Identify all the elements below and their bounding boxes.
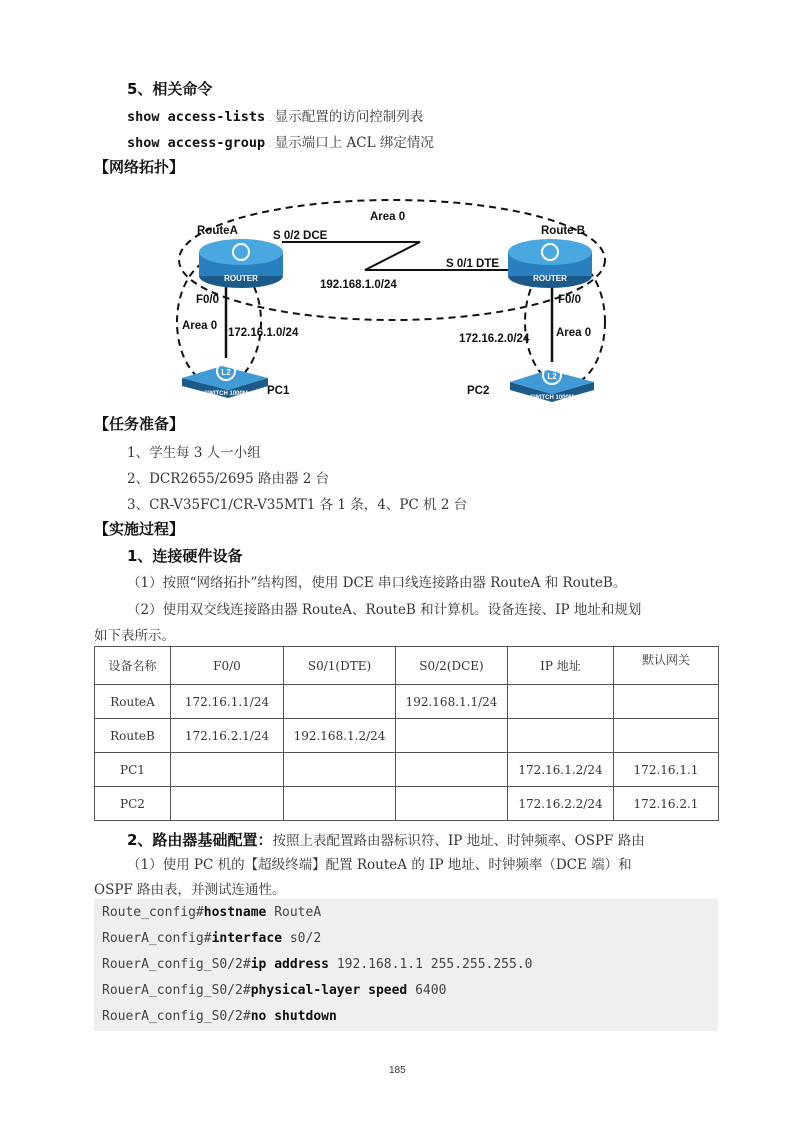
s01-label: S 0/1 DTE (446, 258, 500, 270)
router-a-name: RouteA (197, 225, 238, 237)
table-cell (284, 753, 396, 787)
topology-heading: 【网络拓扑】 (94, 158, 185, 176)
table-cell: 172.16.2.2/24 (508, 787, 614, 821)
network-mid-label: 192.168.1.0/24 (320, 279, 397, 291)
step2-line (127, 829, 645, 850)
pc1-label: PC1 (267, 385, 290, 397)
switch-a-icon (182, 362, 268, 398)
f00-a-label: F0/0 (196, 294, 220, 306)
table-cell: PC2 (95, 787, 171, 821)
code-line: Route_config#hostname RouteA (102, 905, 322, 920)
step2-title: 2、路由器基础配置： (127, 831, 273, 849)
command-show-access-lists: show access-lists (127, 109, 266, 125)
table-cell: 172.16.1.1 (614, 753, 719, 787)
switch-b-icon (510, 366, 594, 402)
command-show-access-group: show access-group (127, 135, 266, 151)
area-left-label: Area 0 (182, 320, 218, 332)
router-a-icon (199, 239, 283, 288)
table-cell: 172.16.1.1/24 (171, 685, 284, 719)
table-row (95, 753, 719, 787)
pc2-label: PC2 (467, 385, 490, 397)
table-header: 设备名称 (95, 647, 171, 685)
switch-a-l2: L2 (221, 368, 231, 377)
code-line: RouerA_config_S0/2#no shutdown (102, 1009, 337, 1024)
table-cell: 172.16.2.1 (614, 787, 719, 821)
table-cell: 172.16.2.1/24 (171, 719, 284, 753)
area-right-label: Area 0 (556, 327, 592, 339)
table-cell (508, 685, 614, 719)
switch-a-label: SWITCH 1000M (204, 391, 248, 397)
network-b-label: 172.16.2.0/24 (459, 333, 530, 345)
router-a-label: ROUTER (224, 274, 258, 283)
page-number: 185 (389, 1065, 406, 1076)
code-line: RouerA_config#interface s0/2 (102, 931, 322, 946)
switch-b-l2: L2 (547, 372, 557, 381)
f00-b-label: F0/0 (558, 294, 582, 306)
table-cell (396, 719, 508, 753)
table-header: IP 地址 (508, 647, 614, 685)
router-b-label: ROUTER (533, 274, 567, 283)
table-header: S0/2(DCE) (396, 647, 508, 685)
code-line: RouerA_config_S0/2#physical-layer speed 6400 (102, 983, 447, 998)
command-desc-2: 显示端口上 ACL 绑定情况 (274, 135, 434, 151)
table-cell: 192.168.1.2/24 (284, 719, 396, 753)
table-cell (508, 719, 614, 753)
table-cell: RouteA (95, 685, 171, 719)
prep-item-2: 2、DCR2655/2695 路由器 2 台 (127, 471, 330, 487)
table-cell: PC1 (95, 753, 171, 787)
table-header: F0/0 (171, 647, 284, 685)
table-cell: RouteB (95, 719, 171, 753)
table-cell (171, 787, 284, 821)
table-header: S0/1(DTE) (284, 647, 396, 685)
table-header: 默认网关 (614, 647, 719, 685)
table-cell: 172.16.1.2/24 (508, 753, 614, 787)
address-table (94, 646, 719, 821)
prep-item-3: 3、CR-V35FC1/CR-V35MT1 各 1 条，4、PC 机 2 台 (127, 497, 468, 513)
table-cell (284, 787, 396, 821)
table-header-row (95, 647, 719, 685)
prep-item-1: 1、学生每 3 人一小组 (127, 445, 261, 461)
step1-title: 1、连接硬件设备 (127, 547, 243, 565)
s02-label: S 0/2 DCE (273, 230, 328, 242)
table-cell (614, 719, 719, 753)
step2-para-1b: OSPF 路由表，并测试连通性。 (94, 882, 286, 898)
step2-desc: 按照上表配置路由器标识符、IP 地址、时钟频率、OSPF 路由 (272, 833, 645, 849)
table-cell (171, 753, 284, 787)
step2-para-1a: （1）使用 PC 机的【超级终端】配置 RouteA 的 IP 地址、时钟频率（DCE 端）和 (127, 857, 632, 873)
router-b-icon (508, 239, 592, 288)
router-b-name: Route B (541, 225, 586, 237)
table-cell (396, 753, 508, 787)
network-a-label: 172.16.1.0/24 (228, 327, 299, 339)
impl-para-1: （1）按照“网络拓扑”结构图，使用 DCE 串口线连接路由器 RouteA 和 RouteB。 (127, 575, 627, 591)
switch-b-label: SWITCH 1000M (530, 395, 574, 401)
table-cell (396, 787, 508, 821)
section-5-title: 5、相关命令 (127, 80, 213, 98)
table-row (95, 719, 719, 753)
impl-para-2a: （2）使用双交线连接路由器 RouteA、RouteB 和计算机。设备连接、IP 地址和规划 (127, 602, 642, 618)
code-line: RouerA_config_S0/2#ip address 192.168.1.1 255.255.255.0 (102, 957, 533, 972)
command-line-2: show access-group . 显示端口上 ACL 绑定情况 (127, 135, 434, 151)
prep-heading: 【任务准备】 (94, 415, 185, 433)
area-top-label: Area 0 (370, 211, 406, 223)
table-row (95, 685, 719, 719)
table-cell (284, 685, 396, 719)
command-line-1: show access-lists . 显示配置的访问控制列表 (127, 109, 424, 125)
command-desc-1: 显示配置的访问控制列表 (274, 109, 424, 125)
impl-para-2b: 如下表所示。 (94, 628, 175, 644)
impl-heading: 【实施过程】 (94, 520, 185, 538)
table-cell: 192.168.1.1/24 (396, 685, 508, 719)
table-row (95, 787, 719, 821)
table-cell (614, 685, 719, 719)
code-block (94, 899, 718, 1031)
network-topology-diagram (0, 0, 794, 410)
